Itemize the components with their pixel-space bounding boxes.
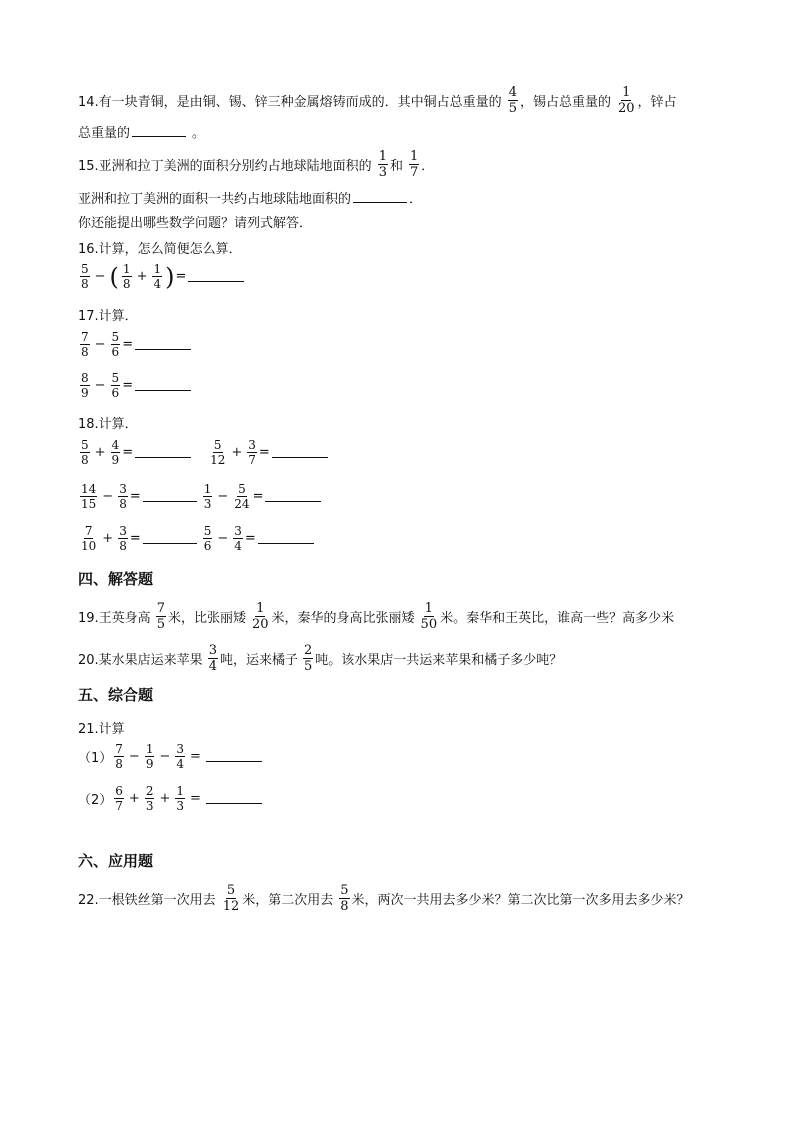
fraction-1-3: $\frac{1}{3}$ bbox=[176, 784, 185, 813]
fraction-6-7: $\frac{6}{7}$ bbox=[115, 784, 123, 813]
q22-text-b: 米，第二次用去 bbox=[242, 893, 334, 908]
fraction-1-7: $\frac{1}{7}$ bbox=[409, 149, 419, 180]
q20-text-c: 吨。该水果店一共运来苹果和橘子多少吨？ bbox=[315, 653, 563, 668]
fraction-2-3: $\frac{2}{3}$ bbox=[145, 784, 154, 813]
question-15-line1 bbox=[78, 150, 434, 179]
question-16-title bbox=[78, 238, 242, 257]
answer-blank[interactable] bbox=[143, 500, 197, 502]
answer-blank[interactable] bbox=[132, 135, 186, 137]
fraction-5-12: $\frac{5}{12}$ bbox=[222, 883, 240, 914]
left-paren: ( bbox=[109, 262, 119, 291]
minus-sign: − bbox=[102, 489, 114, 504]
fraction-7-8: $\frac{7}{8}$ bbox=[81, 330, 89, 359]
equals-sign: = bbox=[175, 269, 187, 284]
equals-sign: = bbox=[122, 445, 134, 460]
right-paren: ) bbox=[165, 262, 175, 291]
minus-sign: − bbox=[217, 489, 229, 504]
minus-sign: − bbox=[94, 337, 106, 352]
answer-blank[interactable] bbox=[135, 456, 191, 458]
fraction-5-8: $\frac{5}{8}$ bbox=[340, 883, 349, 914]
q22-text-a: 22.一根铁丝第一次用去 bbox=[78, 893, 216, 908]
fraction-4-5: $\frac{4}{5}$ bbox=[508, 85, 517, 116]
answer-blank[interactable] bbox=[258, 542, 314, 544]
fraction-14-15: $\frac{14}{15}$ bbox=[81, 482, 97, 511]
answer-blank[interactable] bbox=[206, 760, 262, 762]
question-14-line1 bbox=[78, 86, 677, 115]
q19-text-d: 米。秦华和王英比，谁高一些？高多少米 bbox=[440, 611, 675, 626]
plus-sign: + bbox=[94, 445, 106, 460]
question-14-line2 bbox=[78, 122, 205, 141]
question-21-title bbox=[78, 718, 125, 737]
question-21-part1 bbox=[78, 743, 264, 770]
plus-sign: + bbox=[159, 791, 171, 806]
question-21-part2 bbox=[78, 785, 264, 812]
section-heading-5: 五、综合题 bbox=[78, 686, 154, 704]
q18-title: 18.计算． bbox=[78, 417, 138, 432]
fraction-3-7: $\frac{3}{7}$ bbox=[248, 438, 256, 467]
question-19 bbox=[78, 602, 674, 631]
fraction-5-8: $\frac{5}{8}$ bbox=[81, 262, 89, 291]
equals-sign: = bbox=[129, 489, 141, 504]
q21-part2-label: （2） bbox=[78, 793, 113, 808]
plus-sign: + bbox=[102, 531, 114, 546]
answer-blank[interactable] bbox=[353, 201, 407, 203]
fraction-1-9: $\frac{1}{9}$ bbox=[145, 742, 154, 771]
fraction-1-20: $\frac{1}{20}$ bbox=[251, 601, 269, 632]
q14-text-c: ，锌占 bbox=[637, 95, 677, 110]
q15-text-a: 15.亚洲和拉丁美洲的面积分别约占地球陆地面积的 bbox=[78, 159, 372, 174]
minus-sign: − bbox=[94, 378, 106, 393]
fraction-1-8: $\frac{1}{8}$ bbox=[122, 262, 131, 291]
question-20 bbox=[78, 644, 562, 673]
question-17-title bbox=[78, 305, 138, 324]
q15-line2-end: ． bbox=[409, 192, 423, 207]
fraction-3-4: $\frac{3}{4}$ bbox=[176, 742, 185, 771]
q22-text-c: 米，两次一共用去多少米？第二次比第一次多用去多少米？ bbox=[351, 893, 690, 908]
fraction-7-5: $\frac{7}{5}$ bbox=[156, 601, 165, 632]
minus-sign: − bbox=[159, 749, 171, 764]
question-18-row2 bbox=[78, 483, 323, 510]
equals-sign: = bbox=[190, 749, 201, 764]
question-15-line3 bbox=[78, 212, 312, 231]
fraction-5-12: $\frac{5}{12}$ bbox=[210, 438, 226, 467]
q15-line3-text: 你还能提出哪些数学问题？请列式解答． bbox=[78, 216, 313, 231]
equals-sign: = bbox=[258, 445, 270, 460]
q14-text-d: 总重量的 bbox=[78, 126, 131, 141]
fraction-7-8: $\frac{7}{8}$ bbox=[115, 742, 123, 771]
question-18-row3 bbox=[78, 525, 316, 552]
minus-sign: − bbox=[94, 269, 106, 284]
fraction-5-8: $\frac{5}{8}$ bbox=[81, 438, 89, 467]
answer-blank[interactable] bbox=[143, 542, 197, 544]
answer-blank[interactable] bbox=[188, 280, 244, 282]
fraction-1-20: $\frac{1}{20}$ bbox=[617, 85, 635, 116]
question-15-line2 bbox=[78, 188, 422, 207]
fraction-3-8: $\frac{3}{8}$ bbox=[119, 482, 127, 511]
fraction-7-10: $\frac{7}{10}$ bbox=[81, 524, 97, 553]
equals-sign: = bbox=[244, 531, 256, 546]
fraction-1-3: $\frac{1}{3}$ bbox=[378, 149, 387, 180]
q16-title: 16.计算，怎么简便怎么算． bbox=[78, 242, 242, 257]
minus-sign: − bbox=[128, 749, 140, 764]
equals-sign: = bbox=[190, 791, 201, 806]
q14-text-a: 14.有一块青铜，是由铜、锡、锌三种金属熔铸而成的．其中铜占总重量的 bbox=[78, 95, 502, 110]
fraction-3-4: $\frac{3}{4}$ bbox=[234, 524, 242, 553]
equals-sign: = bbox=[252, 489, 264, 504]
q19-text-a: 19.王英身高 bbox=[78, 611, 151, 626]
fraction-8-9: $\frac{8}{9}$ bbox=[81, 371, 89, 400]
section-heading-4: 四、解答题 bbox=[78, 570, 154, 588]
answer-blank[interactable] bbox=[135, 389, 191, 391]
q21-part1-label: （1） bbox=[78, 751, 113, 766]
question-18-title bbox=[78, 413, 138, 432]
fraction-4-9: $\frac{4}{9}$ bbox=[111, 438, 120, 467]
q20-text-b: 吨，运来橘子 bbox=[219, 653, 298, 668]
q14-text-e: 。 bbox=[192, 126, 206, 141]
fraction-1-3: $\frac{1}{3}$ bbox=[203, 482, 212, 511]
question-16-expression bbox=[78, 263, 246, 290]
equals-sign: = bbox=[122, 337, 134, 352]
question-17-row2 bbox=[78, 372, 193, 399]
q19-text-c: 米，秦华的身高比张丽矮 bbox=[271, 611, 415, 626]
q15-line2-text: 亚洲和拉丁美洲的面积一共约占地球陆地面积的 bbox=[78, 192, 352, 207]
fraction-3-8: $\frac{3}{8}$ bbox=[119, 524, 127, 553]
q17-title: 17.计算． bbox=[78, 309, 138, 324]
q15-text-b: 和 bbox=[389, 159, 403, 174]
equals-sign: = bbox=[129, 531, 141, 546]
fraction-2-5: $\frac{2}{5}$ bbox=[303, 643, 313, 674]
fraction-5-24: $\frac{5}{24}$ bbox=[234, 482, 250, 511]
q19-text-b: 米，比张丽矮 bbox=[167, 611, 246, 626]
answer-blank[interactable] bbox=[265, 500, 321, 502]
plus-sign: + bbox=[128, 791, 140, 806]
answer-blank[interactable] bbox=[206, 802, 262, 804]
question-17-row1 bbox=[78, 331, 193, 358]
q15-text-c: ． bbox=[421, 159, 435, 174]
plus-sign: + bbox=[136, 269, 148, 284]
question-18-row1 bbox=[78, 439, 330, 466]
fraction-1-4: $\frac{1}{4}$ bbox=[153, 262, 162, 291]
question-22 bbox=[78, 884, 690, 913]
fraction-5-6: $\frac{5}{6}$ bbox=[203, 524, 212, 553]
q21-title: 21.计算 bbox=[78, 722, 125, 737]
answer-blank[interactable] bbox=[135, 348, 191, 350]
fraction-5-6: $\frac{5}{6}$ bbox=[111, 330, 120, 359]
answer-blank[interactable] bbox=[272, 456, 328, 458]
fraction-3-4: $\frac{3}{4}$ bbox=[208, 643, 217, 674]
section-heading-6: 六、应用题 bbox=[78, 852, 154, 870]
q20-text-a: 20.某水果店运来苹果 bbox=[78, 653, 203, 668]
plus-sign: + bbox=[231, 445, 243, 460]
fraction-5-6: $\frac{5}{6}$ bbox=[111, 371, 120, 400]
minus-sign: − bbox=[217, 531, 229, 546]
fraction-1-50: $\frac{1}{50}$ bbox=[420, 601, 438, 632]
equals-sign: = bbox=[122, 378, 134, 393]
q14-text-b: ，锡占总重量的 bbox=[519, 95, 611, 110]
